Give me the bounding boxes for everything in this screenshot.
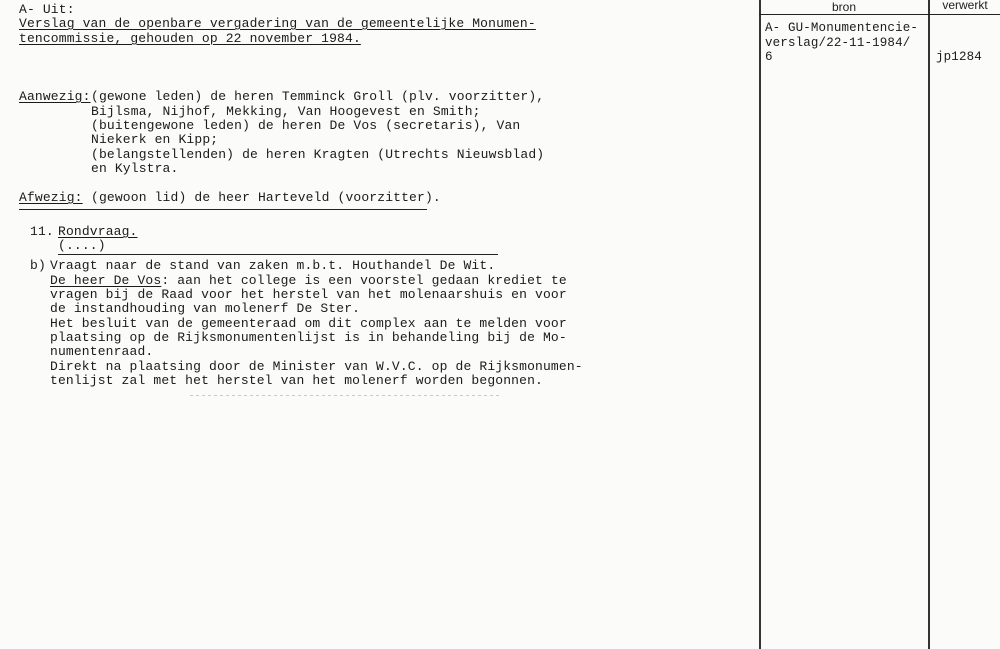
document-title-line-1: Verslag van de openbare vergadering van de gemeentelijke Monumen- [19, 16, 536, 31]
afwezig-label: Afwezig: [19, 190, 83, 205]
bron-line: verslag/22-11-1984/ [765, 36, 911, 50]
column-border-middle [928, 0, 930, 649]
aanwezig-line: Niekerk en Kipp; [91, 132, 219, 147]
verwerkt-column-header: verwerkt [942, 0, 988, 12]
item-line: Direkt na plaatsing door de Minister van W.V.C. op de Rijksmonumen- [50, 359, 583, 374]
aanwezig-line: (buitengewone leden) de heren De Vos (secretaris), Van [91, 118, 521, 133]
aanwezig-line: (belangstellenden) de heren Kragten (Utrechts Nieuwsblad) [91, 147, 545, 162]
bron-line: 6 [765, 50, 773, 64]
section-title: Rondvraag. [58, 224, 138, 239]
source-prefix: A- Uit: [19, 2, 75, 17]
section-number: 11. [30, 224, 54, 239]
item-line: vragen bij de Raad voor het herstel van het molenaarshuis en voor [50, 287, 567, 302]
item-line: de instandhouding van molenerf De Ster. [50, 301, 361, 316]
scan-artifact [190, 395, 500, 396]
aanwezig-line: (gewone leden) de heren Temminck Groll (plv. voorzitter), [91, 89, 545, 104]
item-line: plaatsing op de Rijksmonumentenlijst is in behandeling bij de Mo- [50, 330, 567, 345]
item-marker: b) [30, 258, 46, 273]
column-border-left [759, 0, 761, 649]
afwezig-text: (gewoon lid) de heer Harteveld (voorzitter). [91, 190, 441, 205]
document-title-line-2: tencommissie, gehouden op 22 november 1984. [19, 31, 361, 46]
section-ellipsis: (....) [58, 238, 106, 253]
column-header-rule [759, 14, 1000, 15]
section-divider [58, 254, 498, 255]
bron-column-header: bron [831, 0, 857, 14]
speaker-name: De heer De Vos [50, 273, 162, 288]
bron-line: A- GU-Monumentencie- [765, 21, 919, 35]
aanwezig-label: Aanwezig: [19, 89, 91, 104]
item-line: numentenraad. [50, 344, 154, 359]
speaker-text: : aan het college is een voorstel gedaan krediet te [161, 273, 567, 288]
item-first-line: Vraagt naar de stand van zaken m.b.t. Houthandel De Wit. [50, 258, 496, 273]
aanwezig-line: Bijlsma, Nijhof, Mekking, Van Hoogevest en Smith; [91, 104, 481, 119]
item-line: Het besluit van de gemeenteraad om dit complex aan te melden voor [50, 316, 567, 331]
section-divider [19, 209, 427, 210]
item-line: tenlijst zal met het herstel van het molenerf worden begonnen. [50, 373, 543, 388]
verwerkt-value: jp1284 [936, 50, 982, 64]
aanwezig-line: en Kylstra. [91, 161, 179, 176]
